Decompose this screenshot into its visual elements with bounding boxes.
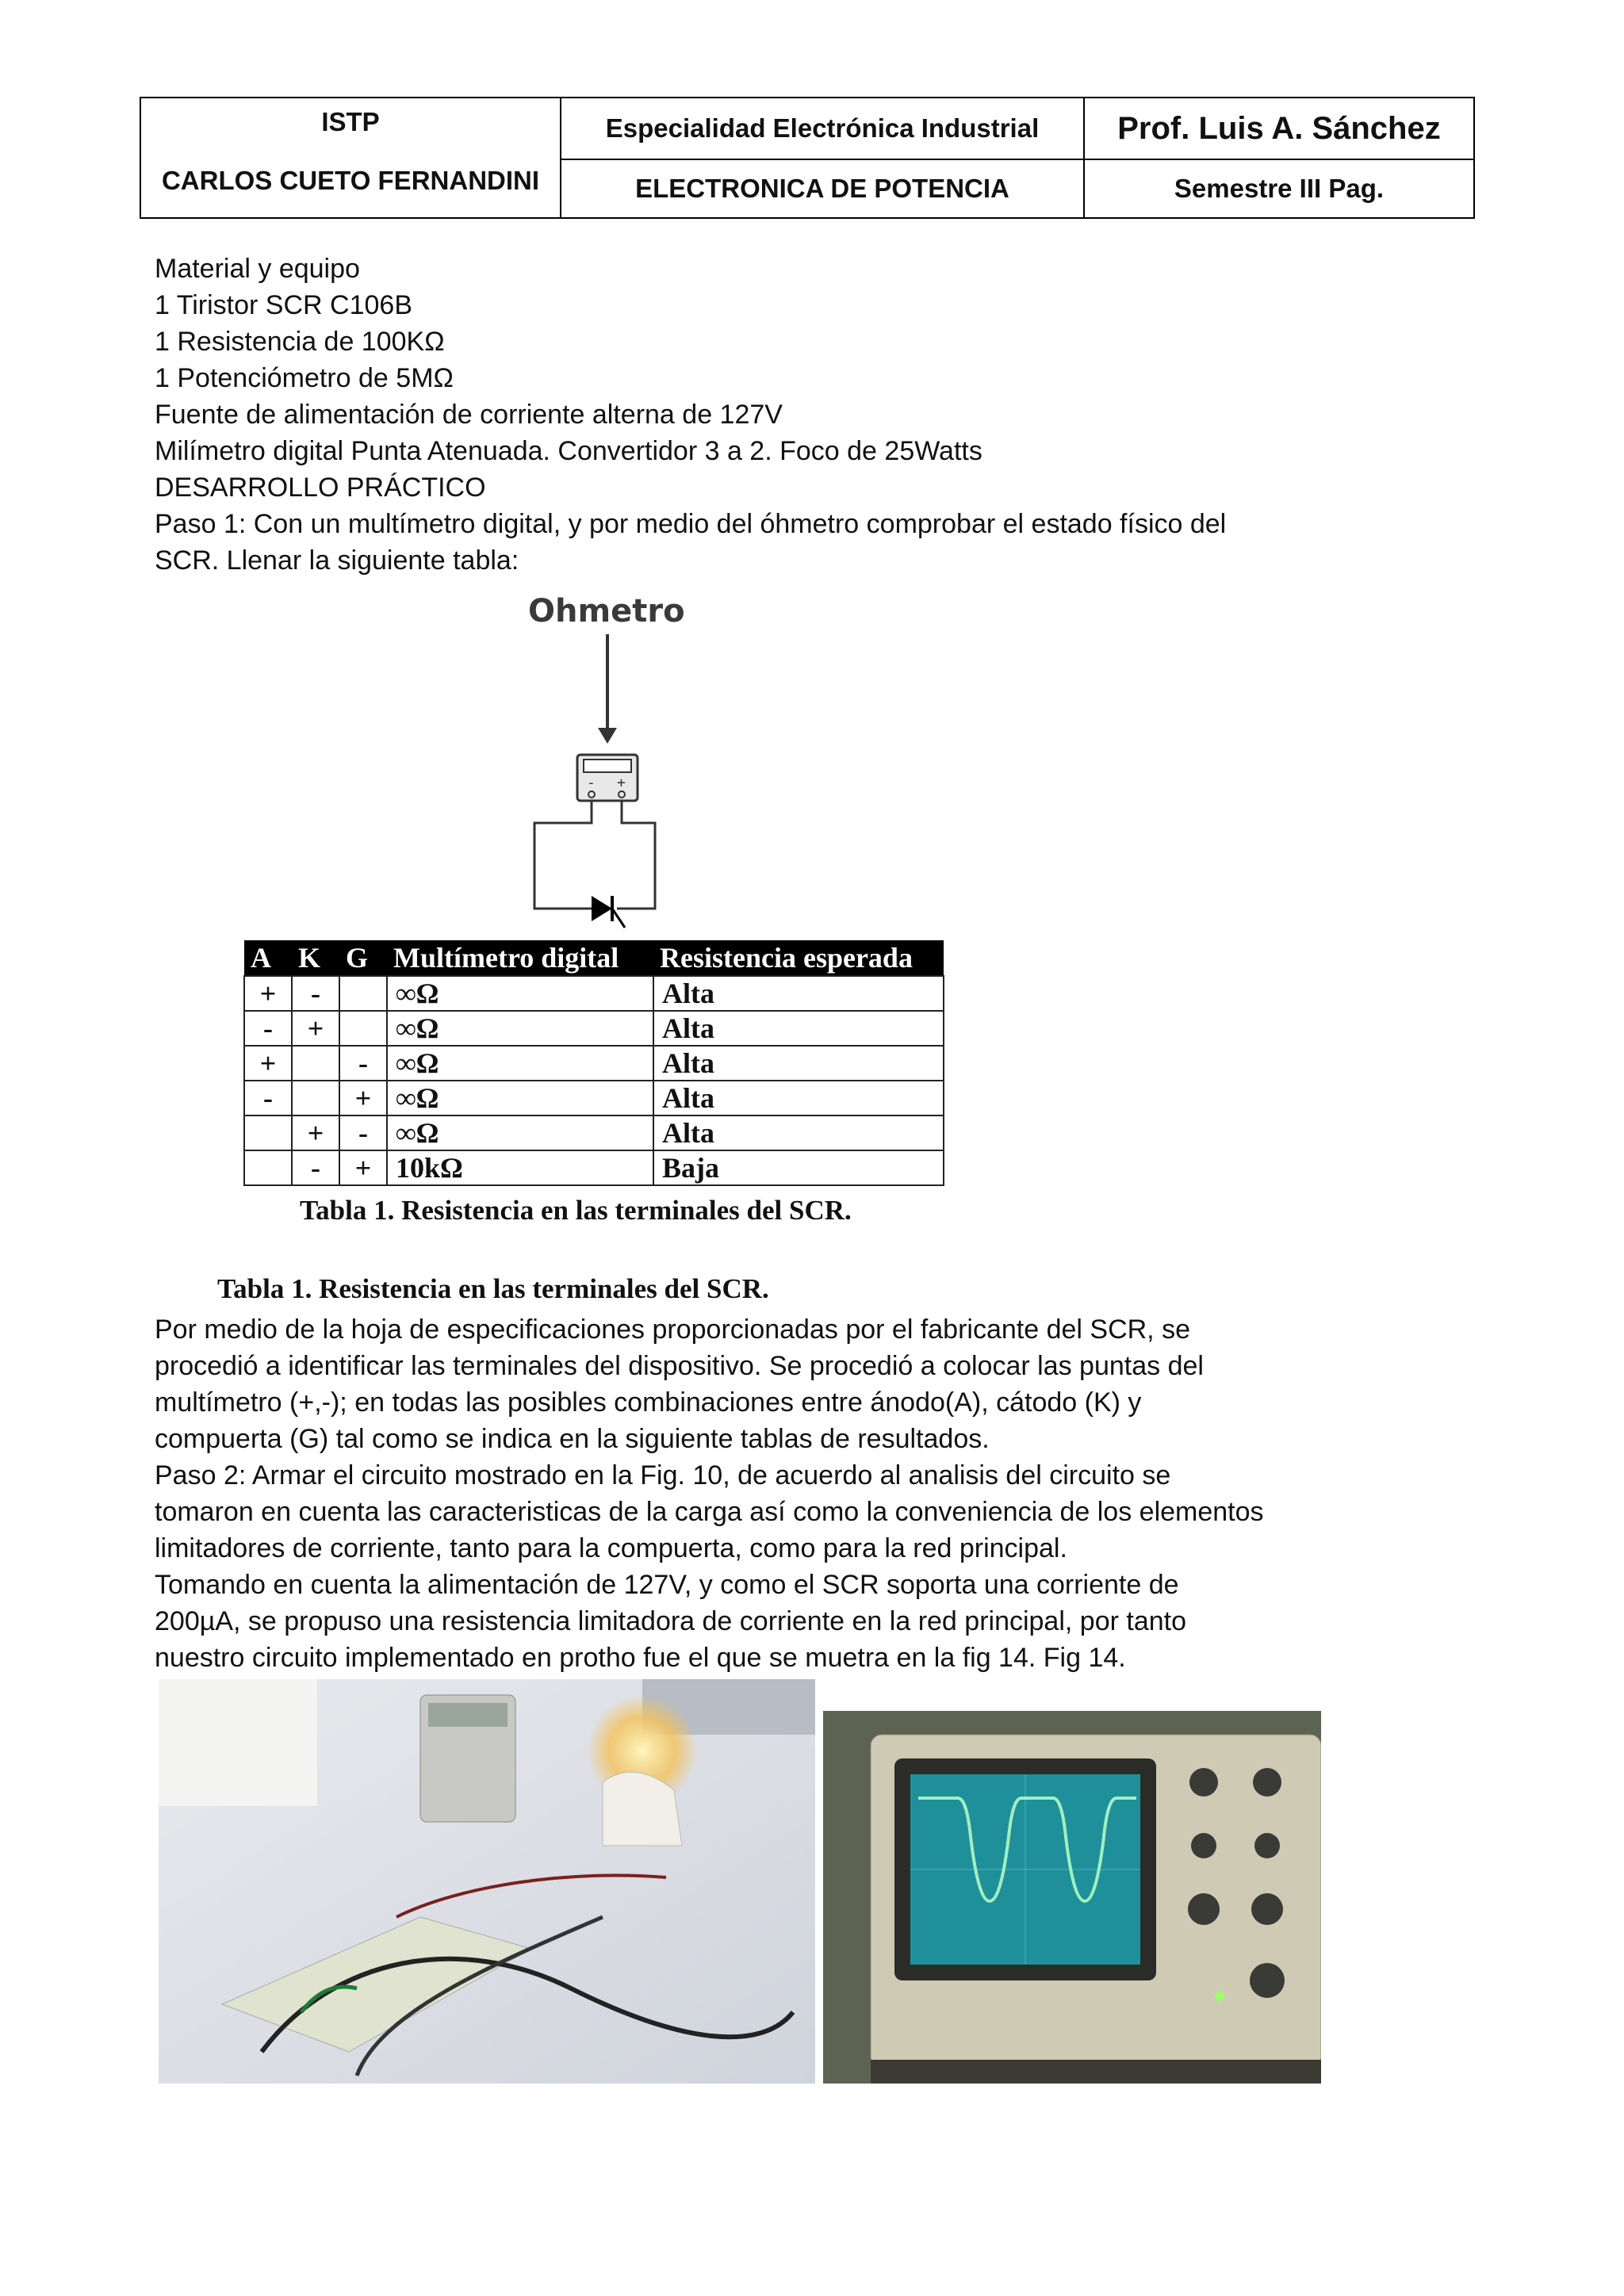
text-line: multímetro (+,-); en todas las posibles combinaciones entre ánodo(A), cátodo (K) y xyxy=(155,1387,1142,1418)
cell-g xyxy=(339,976,387,1011)
cell-k: + xyxy=(292,1115,339,1150)
cell-a: + xyxy=(244,1046,292,1081)
calculator-display xyxy=(428,1703,508,1727)
text-line: 1 Potenciómetro de 5MΩ xyxy=(155,363,454,393)
cell-reading: ∞Ω xyxy=(387,1115,653,1150)
semester: Semestre III Pag. xyxy=(1084,159,1474,218)
table-row xyxy=(244,976,944,1011)
institution: ISTP xyxy=(321,107,380,136)
cell-k xyxy=(292,1081,339,1115)
cell-g: + xyxy=(339,1150,387,1185)
meter-minus-label: - xyxy=(587,775,596,791)
table-row xyxy=(244,1046,944,1081)
scr-symbol-icon xyxy=(592,896,612,921)
cell-expected: Alta xyxy=(653,1011,944,1046)
cell-reading: ∞Ω xyxy=(387,1011,653,1046)
professor: Prof. Luis A. Sánchez xyxy=(1084,98,1474,159)
cell-k: + xyxy=(292,1011,339,1046)
cell-a xyxy=(244,1150,292,1185)
cell-k: - xyxy=(292,1150,339,1185)
arrow-head-icon xyxy=(598,728,617,744)
cell-k: - xyxy=(292,976,339,1011)
table-row xyxy=(244,1115,944,1150)
cell-g: + xyxy=(339,1081,387,1115)
scr-gate-lead xyxy=(612,909,625,928)
oscilloscope-photo xyxy=(823,1711,1321,2084)
institution-cell xyxy=(140,98,561,218)
cell-expected: Alta xyxy=(653,1115,944,1150)
text-line: procedió a identificar las terminales del dispositivo. Se procedió a colocar las puntas del xyxy=(155,1351,1204,1381)
text-line: Paso 2: Armar el circuito mostrado en la Fig. 10, de acuerdo al analisis del circuito se xyxy=(155,1460,1171,1490)
cell-expected: Alta xyxy=(653,1081,944,1115)
power-led-icon xyxy=(1215,1992,1224,2001)
cell-expected: Baja xyxy=(653,1150,944,1185)
cell-expected: Alta xyxy=(653,1046,944,1081)
body-paragraph xyxy=(155,1311,1463,1676)
text-line: Fuente de alimentación de corriente alterna de 127V xyxy=(155,400,783,430)
scr-resistance-table xyxy=(243,940,944,1186)
cell-g xyxy=(339,1011,387,1046)
table-caption-repeat: Tabla 1. Resistencia en las terminales del SCR. xyxy=(217,1273,769,1304)
text-line: 200µA, se propuso una resistencia limitadora de corriente en la red principal, por tanto xyxy=(155,1606,1186,1636)
wire-left xyxy=(534,801,592,909)
col-header-multimeter: Multímetro digital xyxy=(387,940,653,976)
table-header-row xyxy=(244,940,944,976)
text-line: Paso 1: Con un multímetro digital, y por medio del óhmetro comprobar el estado físico del xyxy=(155,509,1227,539)
col-header-a: A xyxy=(244,940,292,976)
cell-a: - xyxy=(244,1081,292,1115)
table-row xyxy=(244,1081,944,1115)
table-caption: Tabla 1. Resistencia en las terminales del SCR. xyxy=(300,1195,852,1226)
paper-sheet xyxy=(159,1679,317,1806)
text-line: 1 Tiristor SCR C106B xyxy=(155,290,412,320)
cell-g: - xyxy=(339,1115,387,1150)
cell-reading: ∞Ω xyxy=(387,1046,653,1081)
cell-a: - xyxy=(244,1011,292,1046)
col-header-k: K xyxy=(292,940,339,976)
cell-g: - xyxy=(339,1046,387,1081)
text-line: Por medio de la hoja de especificaciones proporcionadas por el fabricante del SCR, se xyxy=(155,1314,1190,1345)
ohmmeter-label: Ohmetro xyxy=(528,593,685,629)
text-line: nuestro circuito implementado en protho fue el que se muetra en la fig 14. Fig 14. xyxy=(155,1643,1126,1673)
ohmmeter-circuit-diagram xyxy=(523,634,682,936)
cell-a xyxy=(244,1115,292,1150)
specialty: Especialidad Electrónica Industrial xyxy=(561,98,1084,159)
cell-a: + xyxy=(244,976,292,1011)
cell-k xyxy=(292,1046,339,1081)
cell-reading: ∞Ω xyxy=(387,976,653,1011)
table-row xyxy=(244,1011,944,1046)
cell-reading: 10kΩ xyxy=(387,1150,653,1185)
col-header-g: G xyxy=(339,940,387,976)
course: ELECTRONICA DE POTENCIA xyxy=(561,159,1084,218)
text-line: compuerta (G) tal como se indica en la siguiente tablas de resultados. xyxy=(155,1424,990,1454)
multimeter-display xyxy=(584,760,631,772)
cell-reading: ∞Ω xyxy=(387,1081,653,1115)
meter-plus-label: + xyxy=(617,775,626,791)
text-line: Milímetro digital Punta Atenuada. Convertidor 3 a 2. Foco de 25Watts xyxy=(155,436,982,466)
wire-right xyxy=(617,801,655,909)
circuit-photo xyxy=(159,1679,815,2084)
text-line: Tomando en cuenta la alimentación de 127V, y como el SCR soporta una corriente de xyxy=(155,1570,1179,1600)
text-line: Material y equipo xyxy=(155,254,360,284)
text-line: DESARROLLO PRÁCTICO xyxy=(155,473,486,503)
materials-list xyxy=(155,251,1463,579)
text-line: SCR. Llenar la siguiente tabla: xyxy=(155,545,519,576)
cell-expected: Alta xyxy=(653,976,944,1011)
header-table xyxy=(140,97,1475,219)
text-line: limitadores de corriente, tanto para la compuerta, como para la red principal. xyxy=(155,1533,1067,1563)
school-name: CARLOS CUETO FERNANDINI xyxy=(161,166,540,195)
shelf xyxy=(871,2060,1321,2084)
text-line: 1 Resistencia de 100KΩ xyxy=(155,327,445,357)
table-row xyxy=(244,1150,944,1185)
text-line: tomaron en cuenta las caracteristicas de la carga así como la conveniencia de los elementos xyxy=(155,1497,1264,1527)
col-header-expected: Resistencia esperada xyxy=(653,940,944,976)
